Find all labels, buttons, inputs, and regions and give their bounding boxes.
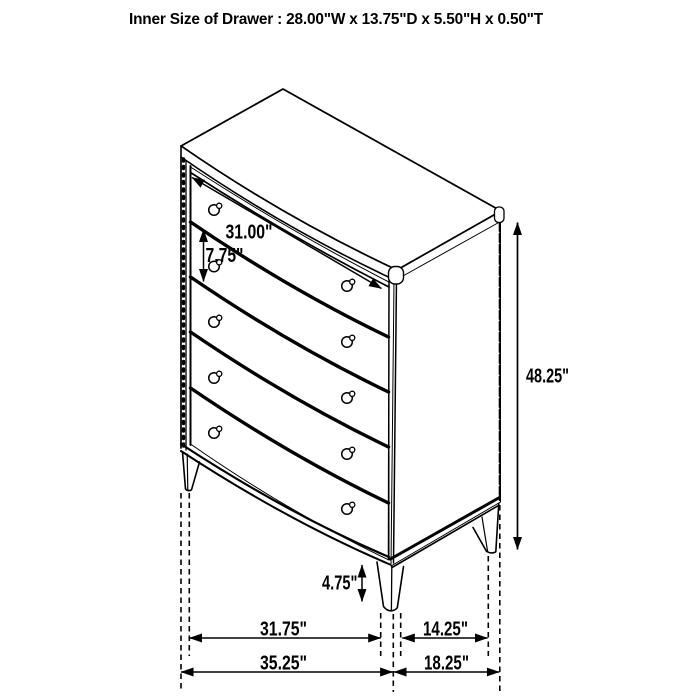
front-right-corner-edge-a bbox=[389, 281, 390, 559]
dim-side-depth bbox=[402, 619, 487, 641]
dim-side-depth-label: 14.25" bbox=[423, 618, 468, 641]
top-front-corner-cap bbox=[389, 267, 404, 285]
dim-overall-depth-label: 18.25" bbox=[424, 652, 469, 675]
dim-leg-height-label: 4.75" bbox=[322, 572, 358, 595]
dim-overall-height bbox=[518, 223, 570, 550]
dim-drawer-face-height-label: 7.75" bbox=[205, 245, 244, 267]
dim-drawer-face-width-label: 31.00" bbox=[225, 221, 273, 244]
dim-overall-width-label: 35.25" bbox=[260, 652, 307, 675]
dim-overall-width bbox=[181, 653, 393, 675]
top-right-corner-cap bbox=[495, 207, 505, 223]
dim-front-width bbox=[190, 619, 381, 641]
dim-front-width-label: 31.75" bbox=[260, 618, 307, 641]
dim-overall-depth bbox=[394, 653, 499, 675]
dim-overall-height-label: 48.25" bbox=[526, 365, 569, 388]
dim-leg-height bbox=[322, 565, 362, 602]
diagram-title: Inner Size of Drawer : 28.00"W x 13.75"D x 5.50"H x 0.50"T bbox=[129, 11, 544, 28]
chest-drawing bbox=[181, 89, 504, 611]
front-right-leg bbox=[377, 562, 404, 611]
